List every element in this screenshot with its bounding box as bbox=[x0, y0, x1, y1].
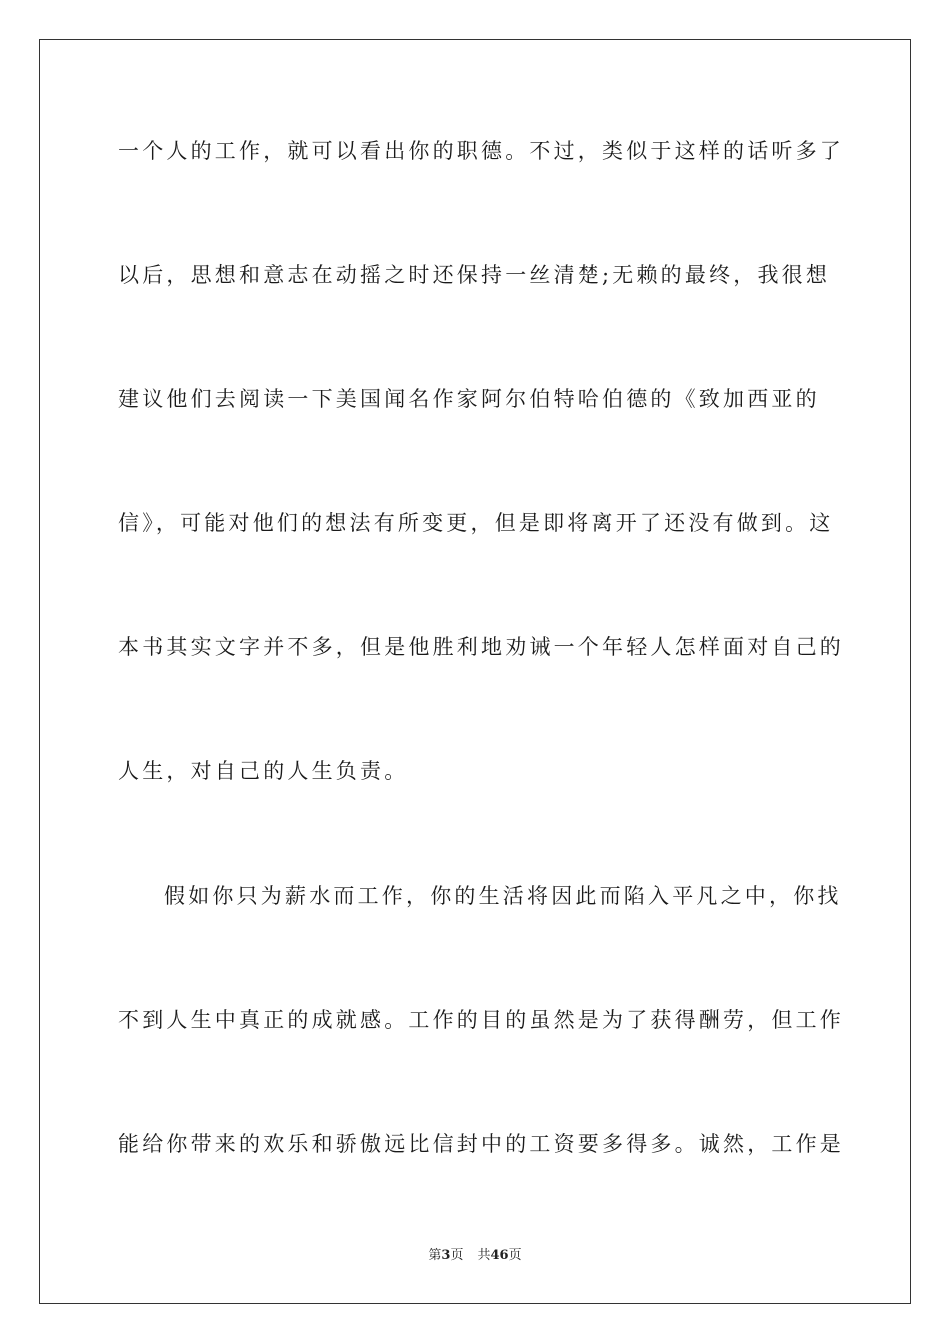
body-line: 以后，思想和意志在动摇之时还保持一丝清楚;无赖的最终，我很想 bbox=[118, 263, 831, 287]
body-line: 建议他们去阅读一下美国闻名作家阿尔伯特哈伯德的《致加西亚的 bbox=[118, 387, 820, 411]
body-line: 人生，对自己的人生负责。 bbox=[118, 759, 409, 783]
page-suffix: 页 bbox=[450, 1248, 464, 1263]
paragraph-start-line: 假如你只为薪水而工作，你的生活将因此而陷入平凡之中，你找 bbox=[164, 884, 842, 908]
body-line: 一个人的工作，就可以看出你的职德。不过，类似于这样的话听多了 bbox=[118, 139, 844, 163]
page-number: 3 bbox=[441, 1248, 451, 1263]
body-line: 本书其实文字并不多，但是他胜利地劝诫一个年轻人怎样面对自己的 bbox=[118, 635, 844, 659]
page-border bbox=[39, 39, 911, 1304]
total-pages: 46 bbox=[490, 1248, 509, 1263]
body-line: 能给你带来的欢乐和骄傲远比信封中的工资要多得多。诚然，工作是 bbox=[118, 1132, 844, 1156]
body-line: 信》，可能对他们的想法有所变更，但是即将离开了还没有做到。这 bbox=[118, 511, 834, 535]
total-prefix: 共 bbox=[477, 1248, 491, 1263]
total-suffix: 页 bbox=[508, 1248, 522, 1263]
page-prefix: 第 bbox=[428, 1248, 442, 1263]
page-footer bbox=[0, 1249, 950, 1262]
body-line: 不到人生中真正的成就感。工作的目的虽然是为了获得酬劳，但工作 bbox=[118, 1008, 844, 1032]
